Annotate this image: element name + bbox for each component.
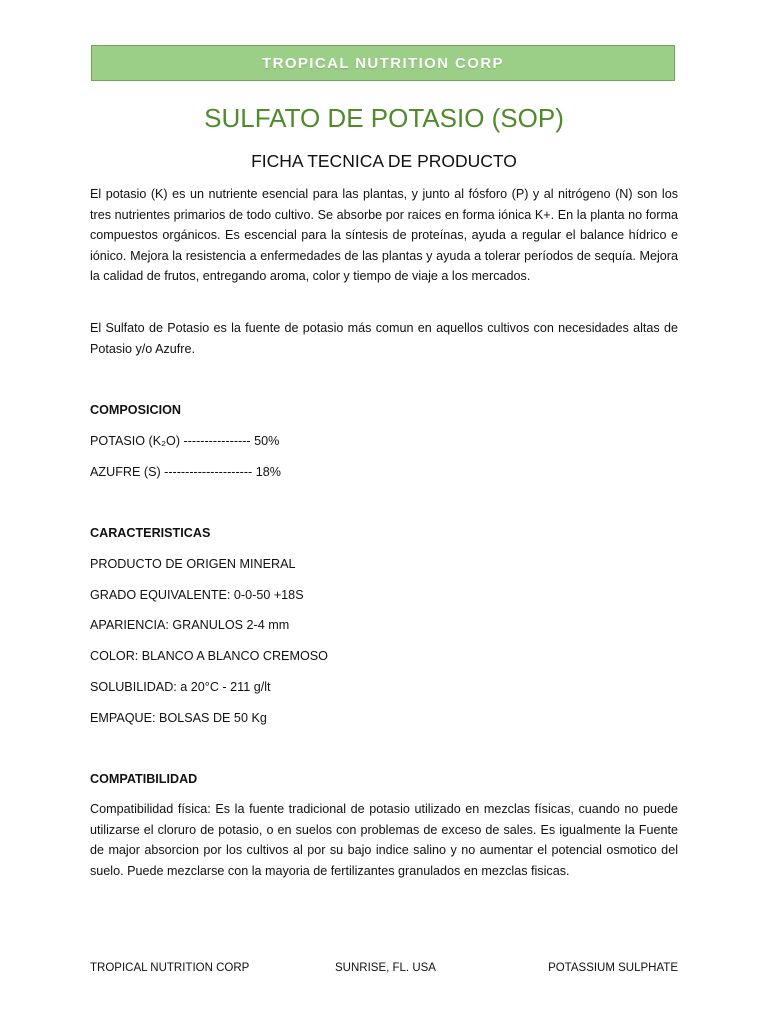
caracteristica-solubilidad: SOLUBILIDAD: a 20°C - 211 g/lt — [90, 680, 271, 694]
composicion-potasio: POTASIO (K₂O) ---------------- 50% — [90, 434, 280, 448]
document-title: SULFATO DE POTASIO (SOP) — [204, 103, 564, 133]
caracteristica-grado: GRADO EQUIVALENTE: 0-0-50 +18S — [90, 588, 304, 602]
compatibilidad-heading: COMPATIBILIDAD — [90, 772, 198, 786]
composicion-azufre: AZUFRE (S) --------------------- 18% — [90, 465, 281, 479]
caracteristica-apariencia: APARIENCIA: GRANULOS 2-4 mm — [90, 618, 290, 632]
composicion-heading: COMPOSICION — [90, 403, 181, 417]
caracteristica-color: COLOR: BLANCO A BLANCO CREMOSO — [90, 649, 328, 663]
document-subtitle: FICHA TECNICA DE PRODUCTO — [251, 151, 517, 171]
intro-paragraph-1: El potasio (K) es un nutriente esencial para las plantas, y junto al fósforo (P) y al nitrógeno (N) son los tres nutrientes primarios de todo cultivo. Se absorbe por raices en forma iónica K+. En la planta no forma compuestos orgánicos. Es escencial para la síntesis de proteínas, ayuda a regular el balance hídrico e iónico. Mejora la resistencia a enfermedades de las plantas y ayuda a tolerar períodos de sequía. Mejora la calidad de frutos, entregando aroma, color y tiempo de viaje a los mercados. — [90, 187, 678, 283]
footer-company: TROPICAL NUTRITION CORP — [90, 962, 250, 974]
footer-location: SUNRISE, FL. USA — [335, 962, 436, 974]
caracteristica-origen: PRODUCTO DE ORIGEN MINERAL — [90, 557, 296, 571]
header-banner — [91, 45, 675, 81]
intro-paragraph-2: El Sulfato de Potasio es la fuente de potasio más comun en aquellos cultivos con necesidades altas de Potasio y/o Azufre. — [90, 321, 678, 356]
banner-title: TROPICAL NUTRITION CORP — [262, 54, 504, 72]
caracteristicas-heading: CARACTERISTICAS — [90, 526, 211, 540]
caracteristica-empaque: EMPAQUE: BOLSAS DE 50 Kg — [90, 711, 267, 725]
footer-product: POTASSIUM SULPHATE — [548, 962, 678, 974]
compatibilidad-paragraph: Compatibilidad física: Es la fuente tradicional de potasio utilizado en mezclas físicas, cuando no puede utilizarse el cloruro de potasio, o en suelos con problemas de exceso de sales. Es igualmente la Fuente de major absorcion por los cultivos al por su bajo indice salino y no aumentar el potencial osmotico del suelo. Puede mezclarse con la mayoria de fertilizantes granulados en mezclas fisicas. — [90, 802, 678, 878]
